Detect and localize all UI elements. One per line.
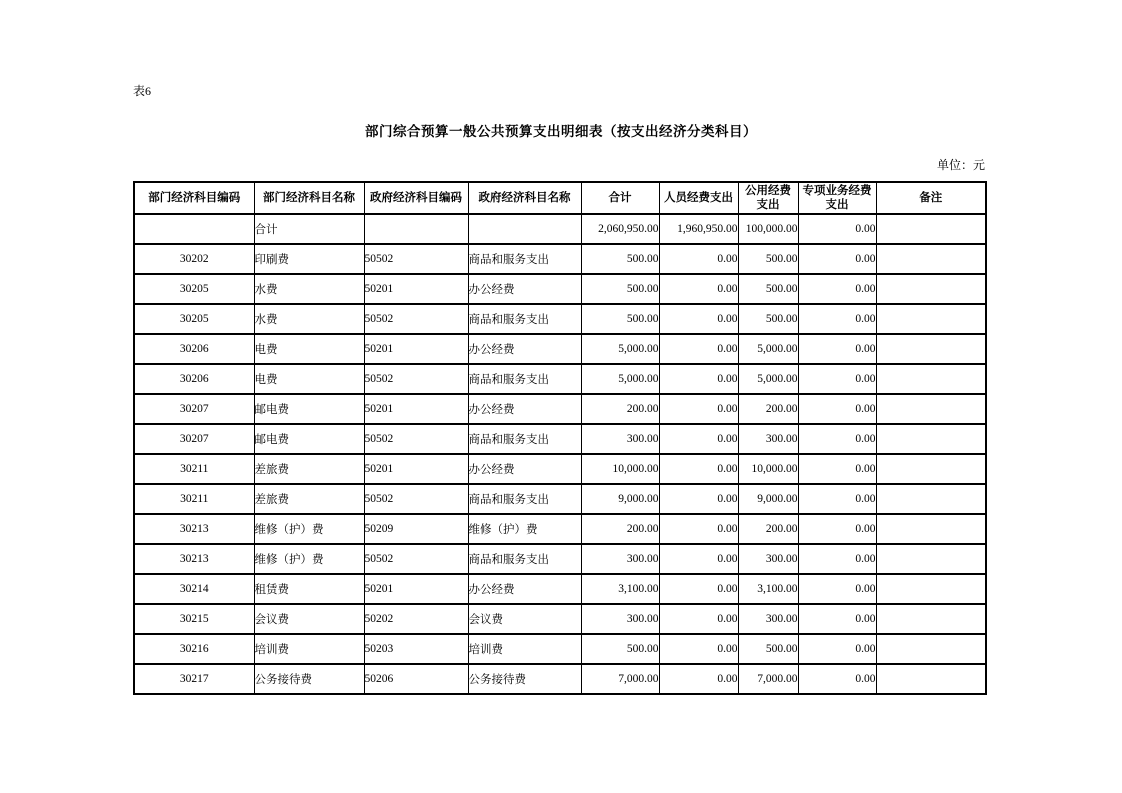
dept-name-cell: 水费: [254, 274, 364, 304]
public-funds-cell: 500.00: [738, 634, 798, 664]
public-funds-cell: 100,000.00: [738, 214, 798, 244]
gov-code-cell: 50502: [364, 304, 468, 334]
remark-cell: [876, 364, 986, 394]
personnel-cell: 0.00: [659, 514, 738, 544]
gov-code-cell: 50201: [364, 394, 468, 424]
gov-code-cell: 50502: [364, 244, 468, 274]
gov-code-cell: 50209: [364, 514, 468, 544]
table-row: [134, 334, 986, 364]
public-funds-cell: 300.00: [738, 424, 798, 454]
personnel-cell: 0.00: [659, 334, 738, 364]
personnel-cell: 0.00: [659, 364, 738, 394]
header-row: [134, 182, 986, 214]
dept-code-cell: 30211: [134, 484, 254, 514]
dept-name-cell: 差旅费: [254, 484, 364, 514]
public-funds-cell: 5,000.00: [738, 364, 798, 394]
personnel-cell: 0.00: [659, 304, 738, 334]
col-header-personnel: 人员经费支出: [659, 182, 738, 214]
gov-name-cell: 商品和服务支出: [468, 424, 581, 454]
special-funds-cell: 0.00: [798, 334, 876, 364]
budget-table: [133, 181, 985, 695]
gov-code-cell: 50201: [364, 334, 468, 364]
special-funds-cell: 0.00: [798, 274, 876, 304]
personnel-cell: 0.00: [659, 664, 738, 694]
gov-name-cell: 会议费: [468, 604, 581, 634]
col-header-gov-name: 政府经济科目名称: [468, 182, 581, 214]
dept-name-cell: 邮电费: [254, 394, 364, 424]
dept-code-cell: 30205: [134, 304, 254, 334]
personnel-cell: 1,960,950.00: [659, 214, 738, 244]
special-funds-cell: 0.00: [798, 484, 876, 514]
remark-cell: [876, 514, 986, 544]
remark-cell: [876, 664, 986, 694]
table-row: [134, 514, 986, 544]
special-funds-cell: 0.00: [798, 214, 876, 244]
dept-name-cell: 维修（护）费: [254, 544, 364, 574]
dept-name-cell: 合计: [254, 214, 364, 244]
table-body: [134, 214, 986, 694]
remark-cell: [876, 574, 986, 604]
personnel-cell: 0.00: [659, 574, 738, 604]
dept-name-cell: 电费: [254, 364, 364, 394]
dept-code-cell: 30217: [134, 664, 254, 694]
table-row: [134, 604, 986, 634]
remark-cell: [876, 274, 986, 304]
total-cell: 3,100.00: [581, 574, 659, 604]
col-header-gov-code: 政府经济科目编码: [364, 182, 468, 214]
total-cell: 500.00: [581, 244, 659, 274]
dept-name-cell: 租赁费: [254, 574, 364, 604]
gov-code-cell: 50203: [364, 634, 468, 664]
dept-code-cell: 30205: [134, 274, 254, 304]
gov-code-cell: 50502: [364, 484, 468, 514]
public-funds-cell: 200.00: [738, 514, 798, 544]
dept-code-cell: 30206: [134, 334, 254, 364]
dept-code-cell: 30202: [134, 244, 254, 274]
table-row: [134, 574, 986, 604]
dept-code-cell: 30213: [134, 514, 254, 544]
total-cell: 500.00: [581, 274, 659, 304]
gov-name-cell: 商品和服务支出: [468, 244, 581, 274]
dept-name-cell: 电费: [254, 334, 364, 364]
gov-code-cell: 50201: [364, 574, 468, 604]
personnel-cell: 0.00: [659, 244, 738, 274]
personnel-cell: 0.00: [659, 274, 738, 304]
public-funds-cell: 7,000.00: [738, 664, 798, 694]
budget-expense-table: [133, 181, 987, 695]
total-cell: 2,060,950.00: [581, 214, 659, 244]
dept-code-cell: 30213: [134, 544, 254, 574]
sheet-label: 表6: [133, 84, 152, 98]
dept-name-cell: 差旅费: [254, 454, 364, 484]
dept-code-cell: [134, 214, 254, 244]
col-header-public: 公用经费支出: [738, 182, 798, 214]
personnel-cell: 0.00: [659, 634, 738, 664]
special-funds-cell: 0.00: [798, 514, 876, 544]
remark-cell: [876, 214, 986, 244]
personnel-cell: 0.00: [659, 604, 738, 634]
dept-code-cell: 30206: [134, 364, 254, 394]
public-funds-cell: 500.00: [738, 274, 798, 304]
table-row: [134, 364, 986, 394]
gov-name-cell: 商品和服务支出: [468, 484, 581, 514]
public-funds-cell: 200.00: [738, 394, 798, 424]
table-row: [134, 634, 986, 664]
remark-cell: [876, 424, 986, 454]
total-cell: 200.00: [581, 514, 659, 544]
table-row: [134, 244, 986, 274]
gov-name-cell: 维修（护）费: [468, 514, 581, 544]
total-cell: 5,000.00: [581, 364, 659, 394]
table-header: [134, 182, 986, 214]
gov-name-cell: 培训费: [468, 634, 581, 664]
gov-name-cell: 办公经费: [468, 394, 581, 424]
dept-code-cell: 30215: [134, 604, 254, 634]
table-row: [134, 544, 986, 574]
special-funds-cell: 0.00: [798, 634, 876, 664]
table-row: [134, 424, 986, 454]
public-funds-cell: 10,000.00: [738, 454, 798, 484]
gov-code-cell: 50502: [364, 364, 468, 394]
dept-code-cell: 30216: [134, 634, 254, 664]
special-funds-cell: 0.00: [798, 244, 876, 274]
dept-code-cell: 30207: [134, 394, 254, 424]
public-funds-cell: 500.00: [738, 304, 798, 334]
gov-name-cell: [468, 214, 581, 244]
personnel-cell: 0.00: [659, 544, 738, 574]
remark-cell: [876, 454, 986, 484]
gov-code-cell: 50502: [364, 424, 468, 454]
table-row: [134, 394, 986, 424]
personnel-cell: 0.00: [659, 394, 738, 424]
public-funds-cell: 9,000.00: [738, 484, 798, 514]
dept-name-cell: 培训费: [254, 634, 364, 664]
table-row: [134, 214, 986, 244]
dept-name-cell: 印刷费: [254, 244, 364, 274]
dept-code-cell: 30214: [134, 574, 254, 604]
table-row: [134, 664, 986, 694]
gov-name-cell: 办公经费: [468, 454, 581, 484]
total-cell: 10,000.00: [581, 454, 659, 484]
special-funds-cell: 0.00: [798, 664, 876, 694]
dept-name-cell: 公务接待费: [254, 664, 364, 694]
special-funds-cell: 0.00: [798, 364, 876, 394]
public-funds-cell: 3,100.00: [738, 574, 798, 604]
public-funds-cell: 300.00: [738, 544, 798, 574]
table-row: [134, 484, 986, 514]
total-cell: 300.00: [581, 604, 659, 634]
total-cell: 300.00: [581, 424, 659, 454]
col-header-special: 专项业务经费支出: [798, 182, 876, 214]
special-funds-cell: 0.00: [798, 394, 876, 424]
total-cell: 5,000.00: [581, 334, 659, 364]
remark-cell: [876, 634, 986, 664]
gov-name-cell: 公务接待费: [468, 664, 581, 694]
gov-name-cell: 办公经费: [468, 574, 581, 604]
personnel-cell: 0.00: [659, 424, 738, 454]
dept-name-cell: 会议费: [254, 604, 364, 634]
gov-code-cell: 50502: [364, 544, 468, 574]
public-funds-cell: 300.00: [738, 604, 798, 634]
remark-cell: [876, 604, 986, 634]
total-cell: 500.00: [581, 634, 659, 664]
special-funds-cell: 0.00: [798, 544, 876, 574]
special-funds-cell: 0.00: [798, 604, 876, 634]
total-cell: 9,000.00: [581, 484, 659, 514]
dept-name-cell: 维修（护）费: [254, 514, 364, 544]
gov-name-cell: 商品和服务支出: [468, 304, 581, 334]
col-header-dept-code: 部门经济科目编码: [134, 182, 254, 214]
total-cell: 500.00: [581, 304, 659, 334]
total-cell: 300.00: [581, 544, 659, 574]
unit-label: 单位：元: [936, 158, 985, 172]
dept-name-cell: 邮电费: [254, 424, 364, 454]
special-funds-cell: 0.00: [798, 454, 876, 484]
col-header-remark: 备注: [876, 182, 986, 214]
gov-code-cell: 50201: [364, 274, 468, 304]
page-title: 部门综合预算一般公共预算支出明细表（按支出经济分类科目）: [365, 124, 757, 139]
gov-code-cell: 50201: [364, 454, 468, 484]
gov-code-cell: 50202: [364, 604, 468, 634]
personnel-cell: 0.00: [659, 484, 738, 514]
special-funds-cell: 0.00: [798, 424, 876, 454]
table-row: [134, 274, 986, 304]
gov-name-cell: 商品和服务支出: [468, 544, 581, 574]
remark-cell: [876, 334, 986, 364]
total-cell: 200.00: [581, 394, 659, 424]
gov-code-cell: [364, 214, 468, 244]
remark-cell: [876, 304, 986, 334]
remark-cell: [876, 244, 986, 274]
dept-code-cell: 30207: [134, 424, 254, 454]
personnel-cell: 0.00: [659, 454, 738, 484]
col-header-dept-name: 部门经济科目名称: [254, 182, 364, 214]
total-cell: 7,000.00: [581, 664, 659, 694]
remark-cell: [876, 484, 986, 514]
special-funds-cell: 0.00: [798, 304, 876, 334]
remark-cell: [876, 394, 986, 424]
special-funds-cell: 0.00: [798, 574, 876, 604]
gov-name-cell: 商品和服务支出: [468, 364, 581, 394]
table-row: [134, 304, 986, 334]
gov-name-cell: 办公经费: [468, 334, 581, 364]
gov-name-cell: 办公经费: [468, 274, 581, 304]
public-funds-cell: 5,000.00: [738, 334, 798, 364]
dept-name-cell: 水费: [254, 304, 364, 334]
table-row: [134, 454, 986, 484]
gov-code-cell: 50206: [364, 664, 468, 694]
dept-code-cell: 30211: [134, 454, 254, 484]
col-header-total: 合计: [581, 182, 659, 214]
remark-cell: [876, 544, 986, 574]
public-funds-cell: 500.00: [738, 244, 798, 274]
